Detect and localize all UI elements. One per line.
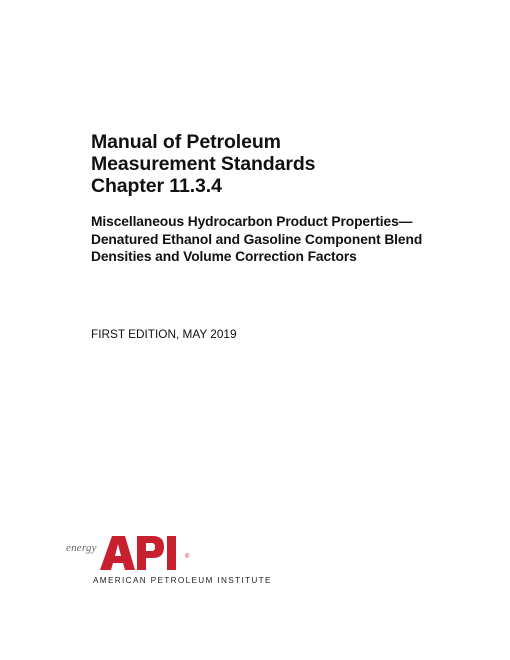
edition-text: FIRST EDITION, MAY 2019 (91, 327, 237, 341)
registered-mark: ® (185, 554, 190, 560)
title-line: Measurement Standards (91, 153, 316, 175)
subtitle-line: Denatured Ethanol and Gasoline Component Blend (91, 231, 423, 247)
document-subtitle (91, 213, 471, 266)
api-logo (64, 536, 272, 596)
document-title (91, 131, 471, 197)
title-line: Manual of Petroleum (91, 131, 281, 153)
subtitle-line: Miscellaneous Hydrocarbon Product Properties— (91, 214, 413, 229)
title-line: Chapter 11.3.4 (91, 175, 222, 197)
api-logo-mark (98, 536, 184, 570)
organization-name: AMERICAN PETROLEUM INSTITUTE (93, 576, 272, 585)
subtitle-line: Densities and Volume Correction Factors (91, 249, 357, 264)
logo-tagline: energy (66, 542, 97, 554)
